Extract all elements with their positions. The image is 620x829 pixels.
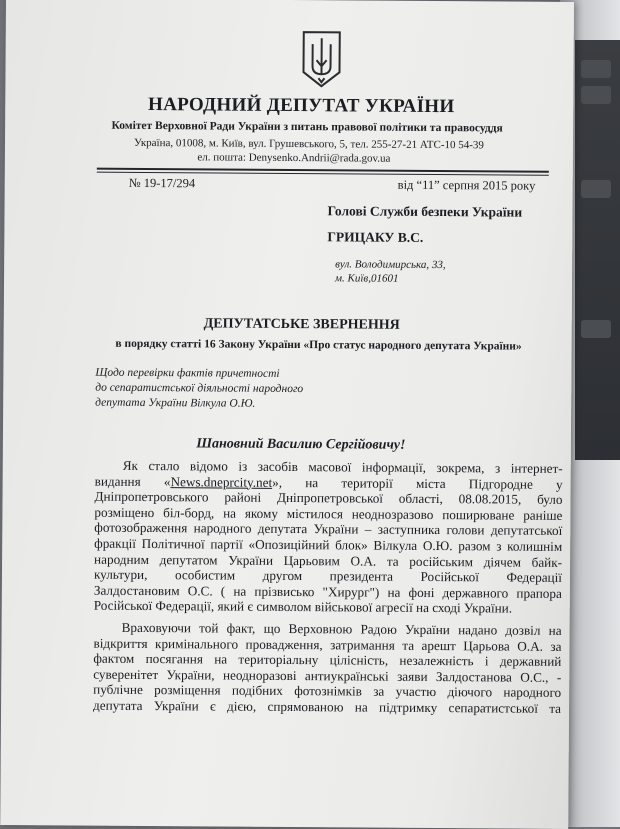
body-line: Залдостановим О.С. ( на прізвисько "Хирург") на фоні державного прапора [93,582,562,601]
news-link[interactable]: News.dneprcity.net [170,473,273,490]
body-line: депутата України є дією, спрямованою на підтримку сепаратистської та [93,697,562,716]
background-key [581,60,611,78]
body-paragraph [94,458,563,617]
subject-line: до сепаратистської діяльності народного [95,381,304,396]
subject-line: Щодо перевірки фактів причетності [95,366,280,380]
addressee-street: вул. Володимирська, 33, [335,258,446,272]
background-key [581,320,611,338]
addressee-name: ГРИЦАКУ В.С. [327,229,424,245]
addressee-title: Голові Служби безпеки України [327,203,523,220]
letterhead-address: Україна, 01008, м. Київ, вул. Грушевського, 5, тел. 255-27-21 АТС-10 54-39 [133,136,484,152]
body-text: видання « [94,473,171,489]
subject-block [95,366,325,413]
letterhead-title: НАРОДНИЙ ДЕПУТАТ УКРАЇНИ [147,94,455,118]
background-laptop [575,40,620,460]
body-line: народним депутатом України Царьовим О.А. та російським діячем байк- [94,551,563,570]
subject-line: депутата України Вілкула О.Ю. [95,396,256,410]
tryzub-icon [301,30,341,88]
body-line: Враховуючи той факт, що Верховною Радою України надано дозвіл на [121,619,562,638]
letterhead-email: ел. пошта: Denysenko.Andrii@rada.gov.ua [197,151,391,165]
body-line: фактом посягання на територіальну цілісність, незалежність і державний [93,650,562,670]
body-line: розміщено біл-борд, на якому містилося неоднозразово поширюване раніше [94,504,563,523]
registration-number: № 19-17/294 [128,175,196,191]
body-line: суверенітет України, неодноразові антиукраїнські заяви Залдостанова О.С., - [93,666,562,685]
body-line: фотозображення народного депутата України – заступника голови депутатської [94,520,563,539]
letterhead-committee: Комітет Верховної Ради України з питань правової політики та правосуддя [111,119,503,135]
addressee-city: м. Київ,01601 [335,272,399,285]
document-subheading: в порядку статті 16 Закону України «Про статус народного депутата України» [115,337,522,353]
letter-body [93,458,563,723]
background-key [581,180,611,198]
body-line: відкриття кримінального провадження, затримання та арешт Царьова О.А. за [93,635,562,654]
body-line: фракції Політичної партії «Опозиційний блок» Вілкула О.Ю. разом з колишнім [94,535,563,554]
body-line: публічне розміщення подібних фотознімків за участю діючого народного [93,681,562,701]
body-paragraph [93,620,562,717]
body-text: », на території міста Підгородне у [272,474,563,492]
background-key [581,86,611,104]
body-line: Як стало відомо із засобів масової інформації, зокрема, з інтернет- [122,457,563,476]
body-line: Російської Федерації, який є символом військової агресії на сході України. [93,597,513,616]
salutation: Шановний Василию Сергійовичу! [196,436,406,453]
document-heading: ДЕПУТАТСЬКЕ ЗВЕРНЕННЯ [203,316,400,333]
body-line: культури, особистим другом президента Російської Федерації [93,566,563,586]
registration-date: від “11” серпня 2015 року [397,177,536,193]
body-line: Дніпропетровського районі Дніпропетровської області, 08.08.2015, було [94,488,563,508]
